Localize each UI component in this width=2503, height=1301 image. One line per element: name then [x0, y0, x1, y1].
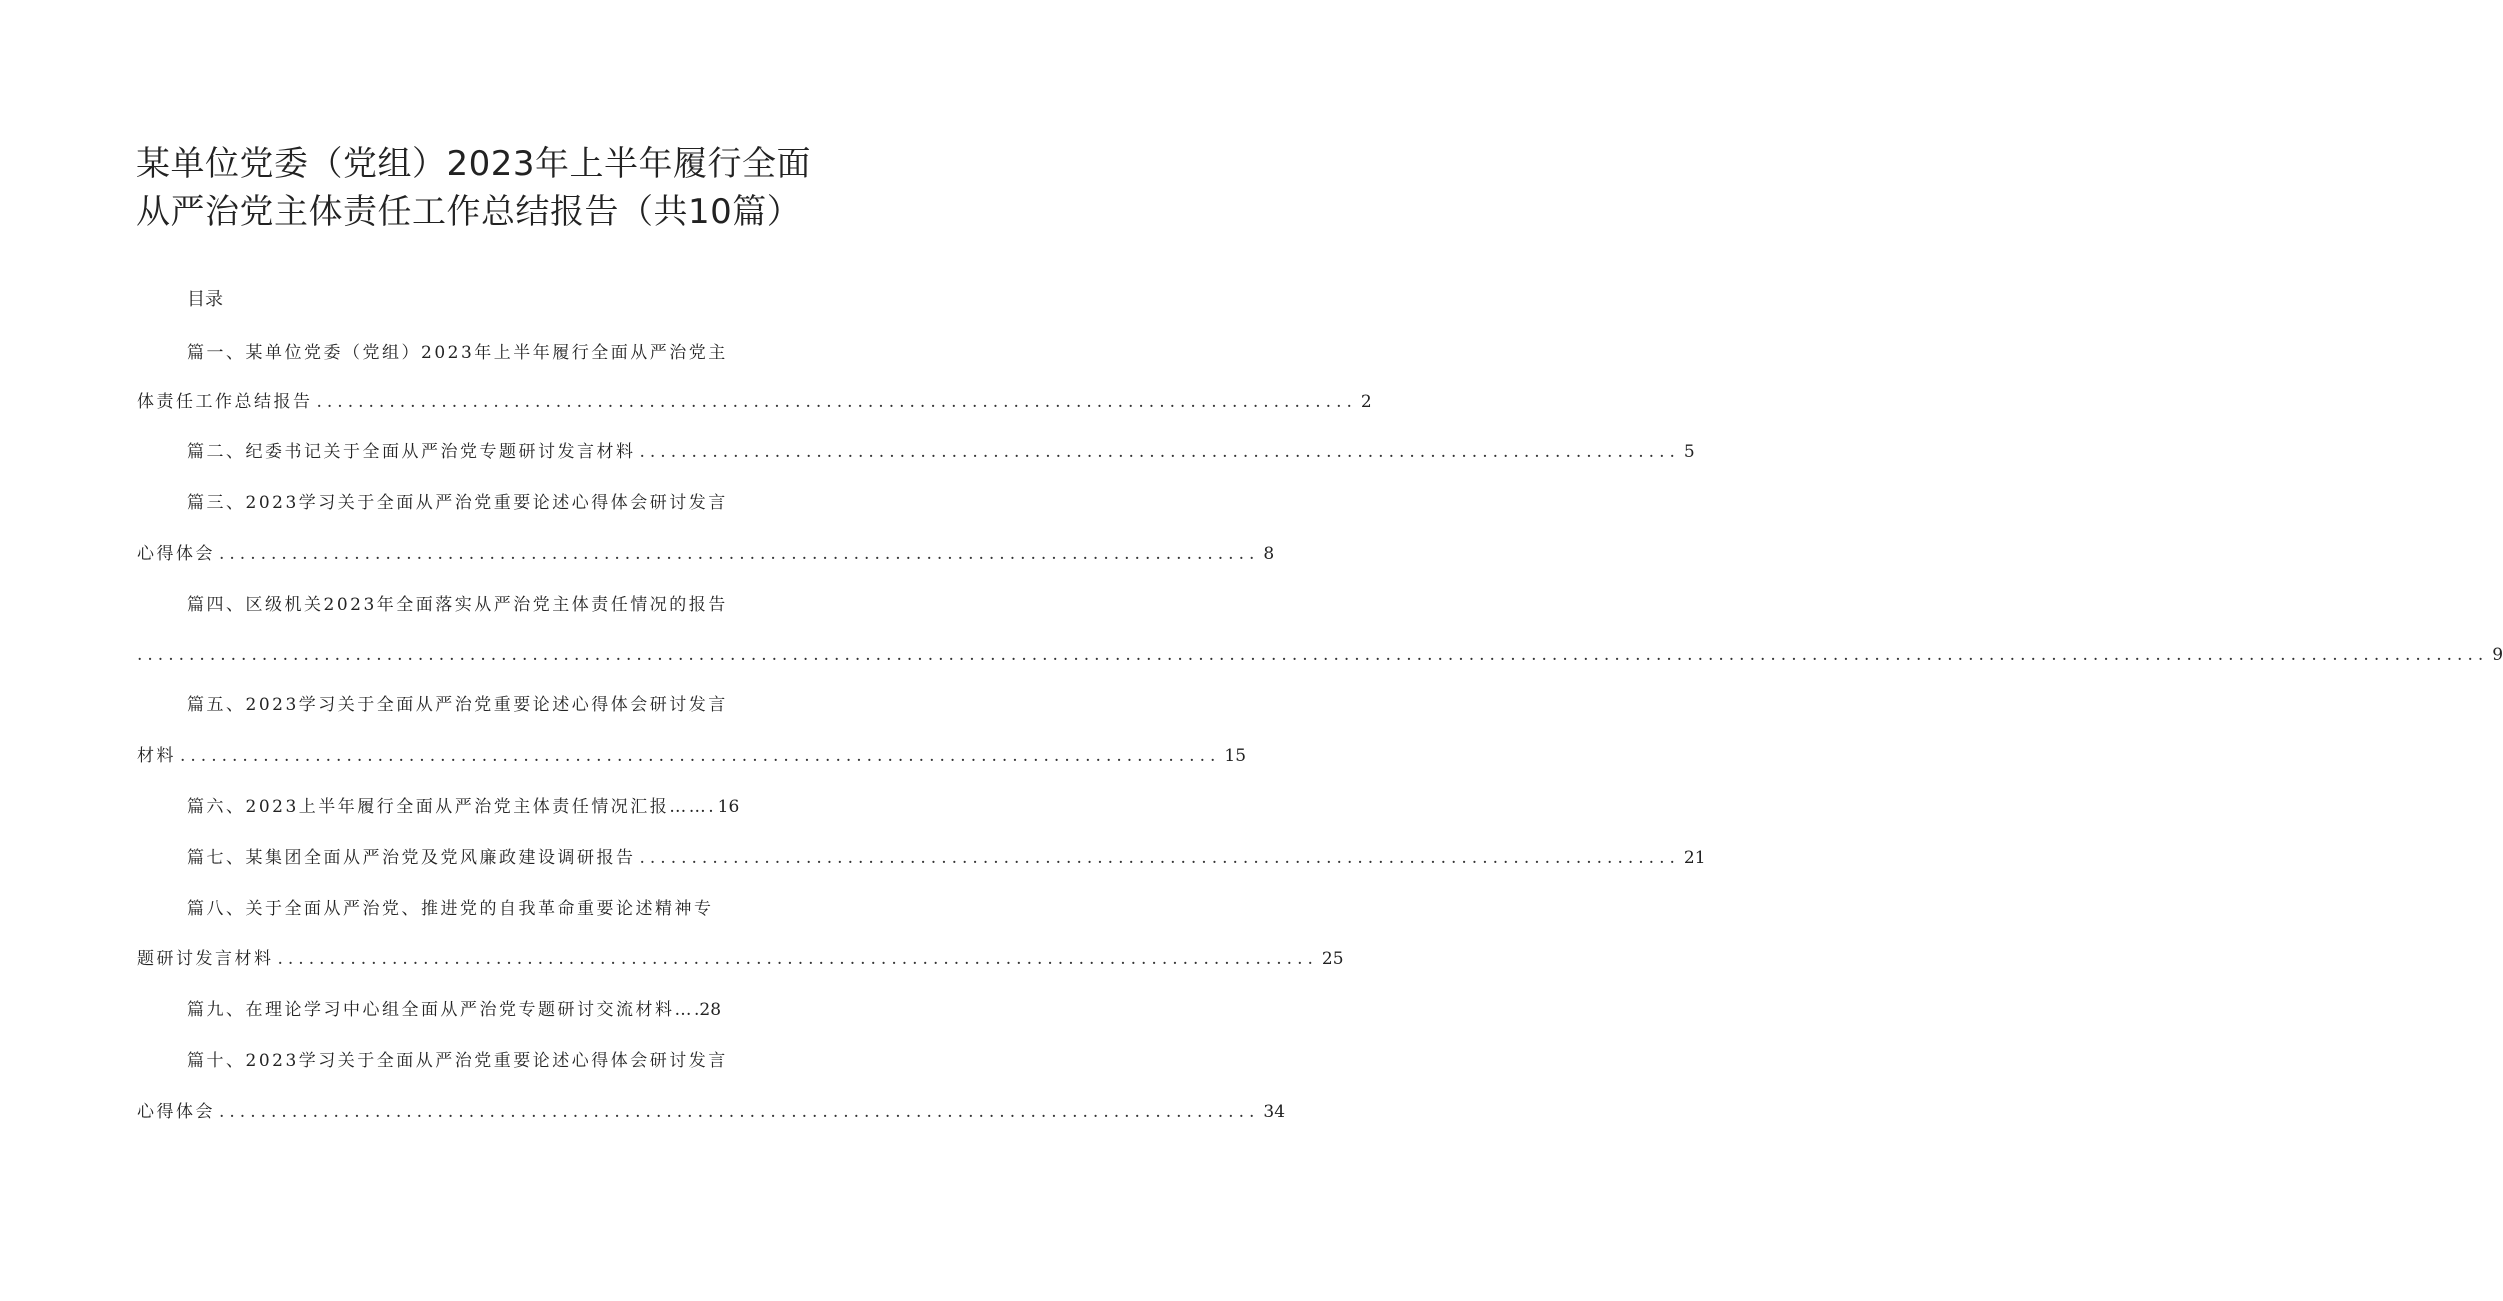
toc-leader-dots: ....................................................................................................: [639, 848, 1680, 868]
toc-entry-8-line1[interactable]: 篇八、关于全面从严治党、推进党的自我革命重要论述精神专: [187, 899, 714, 919]
toc-entry-4-line1[interactable]: 篇四、区级机关2023年全面落实从严治党主体责任情况的报告: [187, 595, 728, 615]
toc-entry-1-line1[interactable]: 篇一、某单位党委（党组）2023年上半年履行全面从严治党主: [187, 343, 728, 363]
toc-entry-6[interactable]: [187, 792, 739, 822]
toc-entry-10-line2[interactable]: [137, 1097, 1286, 1127]
toc-page-number: 28: [699, 1000, 722, 1020]
toc-entry-10-line1[interactable]: 篇十、2023学习关于全面从严治党重要论述心得体会研讨发言: [187, 1051, 728, 1071]
toc-leader-dots: .: [694, 1000, 700, 1020]
toc-page-number: 8: [1263, 544, 1275, 564]
toc-entry-2[interactable]: [187, 437, 1695, 467]
toc-entry-4-line2[interactable]: [137, 640, 2503, 670]
toc-entry-text: 体责任工作总结报告: [137, 392, 313, 412]
toc-page-number: 5: [1683, 442, 1695, 462]
toc-leader-dots: ....................................................................................................: [219, 544, 1260, 564]
toc-leader-dots: ....................................................................................................: [219, 1102, 1260, 1122]
toc-entry-text: 心得体会: [137, 1102, 215, 1122]
toc-leader-dots: .: [708, 797, 714, 817]
toc-entry-3-line1[interactable]: 篇三、2023学习关于全面从严治党重要论述心得体会研讨发言: [187, 493, 728, 513]
toc-page-number: 2: [1360, 392, 1372, 412]
toc-page-number: 16: [717, 797, 740, 817]
toc-entry-9[interactable]: [187, 995, 721, 1025]
toc-entry-text: 篇九、在理论学习中心组全面从严治党专题研讨交流材料…: [187, 1000, 694, 1020]
toc-entry-text: 篇六、2023上半年履行全面从严治党主体责任情况汇报……: [187, 797, 709, 817]
toc-entry-5-line2[interactable]: [137, 741, 1247, 771]
toc-entry-1-line2[interactable]: [137, 387, 1372, 417]
toc-entry-text: 题研讨发言材料: [137, 949, 274, 969]
document-title: [136, 140, 816, 236]
toc-entry-3-line2[interactable]: [137, 539, 1275, 569]
toc-page-number: 21: [1683, 848, 1706, 868]
toc-page-number: 25: [1321, 949, 1344, 969]
toc-leader-dots: ....................................................................................................: [316, 392, 1357, 412]
toc-leader-dots: ..................................................................................................................................................................................................................................: [137, 645, 2489, 665]
title-line-2: 从严治党主体责任工作总结报告（共10篇）: [136, 192, 802, 232]
toc-entry-8-line2[interactable]: [137, 944, 1344, 974]
toc-leader-dots: ....................................................................................................: [639, 442, 1680, 462]
toc-leader-dots: ....................................................................................................: [180, 746, 1221, 766]
toc-entry-5-line1[interactable]: 篇五、2023学习关于全面从严治党重要论述心得体会研讨发言: [187, 695, 728, 715]
toc-entry-text: 篇二、纪委书记关于全面从严治党专题研讨发言材料: [187, 442, 636, 462]
toc-leader-dots: ....................................................................................................: [277, 949, 1318, 969]
toc-page-number: 9: [2492, 645, 2503, 665]
toc-page-number: 34: [1263, 1102, 1286, 1122]
toc-heading: 目录: [187, 289, 223, 310]
toc-entry-text: 材料: [137, 746, 176, 766]
toc-entry-7[interactable]: [187, 843, 1706, 873]
title-line-1: 某单位党委（党组）2023年上半年履行全面: [136, 144, 812, 184]
toc-entry-text: 篇七、某集团全面从严治党及党风廉政建设调研报告: [187, 848, 636, 868]
toc-entry-text: 心得体会: [137, 544, 215, 564]
toc-page-number: 15: [1224, 746, 1247, 766]
